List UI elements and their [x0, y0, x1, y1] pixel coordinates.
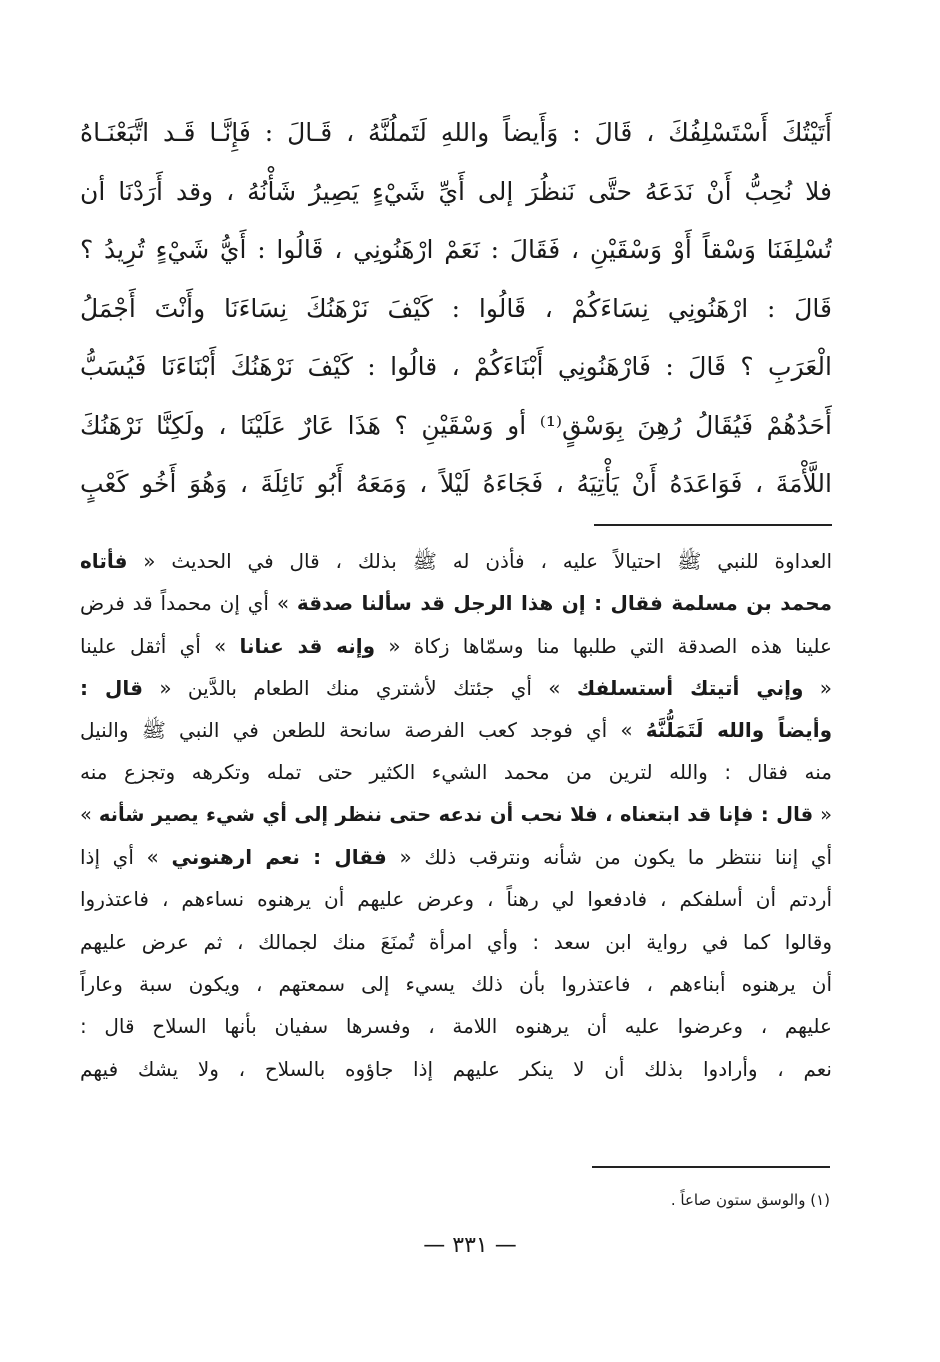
- commentary-text: »: [80, 802, 92, 826]
- commentary-line: [80, 709, 832, 751]
- commentary-text: منه فقال : والله لترين من محمد الشيء الكثير حتى تمله وتكرهه وتجزع منه: [80, 760, 832, 785]
- commentary-text: أن يرهنوه أبناءهم ، فاعتذروا بأن ذلك يسيء إلى سمعتهم ، ويكون سبة وعاراً: [80, 971, 832, 996]
- commentary-line: [80, 836, 832, 878]
- commentary-text: العداوة للنبي ﷺ احتيالاً عليه ، فأذن له ﷺ بذلك ، قال في الحديث «: [143, 549, 832, 573]
- commentary-line: [80, 667, 832, 709]
- commentary-line: [80, 794, 832, 836]
- commentary-quote: قال :: [80, 675, 143, 700]
- commentary-line: [80, 921, 832, 963]
- hadith-line: تُسْلِفَنَا وَسْقاً أَوْ وَسْقَيْنِ ، فَقَالَ : نَعَمْ ارْهَنُونِي ، قَالُوا : أَيُّ شَيْءٍ تُرِيدُ ؟: [80, 235, 832, 264]
- commentary-text: » أي فوجد كعب الفرصة سانحة للطعن في النبي ﷺ والنيل: [80, 718, 633, 743]
- hadith-line: أَحَدُهُمْ فَيُقَالُ رُهِنَ بِوَسْقٍ⁽¹⁾ أو وَسْقَيْنِ ؟ هَذَا عَارٌ عَلَيْنَا ، ولَكِنَّا نَرْهَنُكَ: [80, 410, 832, 440]
- commentary-quote: وإنه قد عنانا: [239, 633, 376, 658]
- hadith-line: قَالَ : ارْهَنُونِي نِسَاءَكُمْ ، قَالُوا : كَيْفَ نَرْهَنُكَ نِسَاءَنَا وأَنْتَ أَجْمَلُ: [80, 293, 832, 323]
- hadith-line: اللَّأْمَةَ ، فَوَاعَدَهُ أَنْ يَأْتِيَهُ ، فَجَاءَهُ لَيْلاً ، وَمَعَهُ أَبُو نَائِلَةَ ، وَهُوَ أَخُو كَعْبٍ: [80, 469, 832, 498]
- commentary-line: [80, 625, 832, 667]
- commentary-block: [80, 540, 832, 1090]
- commentary-line: [80, 1048, 832, 1090]
- hadith-text-block: [80, 104, 832, 514]
- separator-rule: [594, 524, 832, 526]
- commentary-text: » أي أثقل علينا: [80, 633, 227, 658]
- commentary-quote: فأتاه: [80, 549, 128, 573]
- footnote: (١) والوسق ستون صاعاً .: [670, 1191, 830, 1209]
- commentary-text: «: [820, 802, 832, 826]
- commentary-line: [80, 751, 832, 793]
- commentary-quote: وأيضاً والله لَتَمَلُّنَّهُ: [645, 718, 832, 743]
- commentary-line: [80, 1005, 832, 1047]
- commentary-quote: وإني أتيتك أستسلفك: [576, 675, 804, 700]
- commentary-quote: فقال : نعم ارهنوني: [171, 845, 387, 870]
- commentary-line: [80, 540, 832, 582]
- commentary-text: » أي إن محمداً قد فرض: [80, 591, 290, 616]
- commentary-text: » أي إذا: [80, 845, 159, 870]
- commentary-quote: محمد بن مسلمة فقال : إن هذا الرجل قد سألنا صدقة: [296, 591, 832, 616]
- footnote-separator: [592, 1166, 830, 1168]
- commentary-line: [80, 878, 832, 920]
- commentary-text: عليهم ، وعرضوا عليه أن يرهنوه اللامة ، وفسرها سفيان بأنها السلاح قال :: [80, 1014, 832, 1039]
- commentary-text: وقالوا كما في رواية ابن سعد : وأي امرأة تُمنَعَ منك لجمالك ، ثم عرض عليهم: [80, 929, 832, 954]
- hadith-line: فلا نُحِبُّ أَنْ نَدَعَهُ حتَّى نَنظُرَ إلى أَيِّ شَيْءٍ يَصِيرُ شَأْنُهُ ، وقد أَرَدْنَا أن: [80, 176, 832, 206]
- commentary-line: [80, 963, 832, 1005]
- commentary-text: نعم ، وأرادوا بذلك أن لا ينكر عليهم إذا جاؤوه بالسلاح ، ولا يشك فيهم: [80, 1056, 832, 1081]
- commentary-quote: قال : فإنا قد ابتعناه ، فلا نحب أن ندعه حتى ننظر إلى أي شيء يصير شأنه: [98, 802, 814, 826]
- hadith-line: الْعَرَبِ ؟ قَالَ : فَارْهَنُونِي أَبْنَاءَكُمْ ، قالُوا : كَيْفَ نَرْهَنُكَ أَبْنَاءَنَا فَيُسَبُّ: [80, 352, 832, 381]
- hadith-line: أَتَيْتُكَ أَسْتَسْلِفُكَ ، قَالَ : وَأَيضاً واللهِ لَتَملُنَّهُ ، قَـالَ : فَإِنَّـا قَـد اتَّبَعْنَـاهُ: [80, 118, 832, 147]
- commentary-text: أردتم أن أسلفكم ، فادفعوا لي رهناً ، وعرض عليهم أن يرهنوه نساءهم ، فاعتذروا: [80, 887, 832, 912]
- page-number: — ٣٣١ —: [423, 1233, 517, 1258]
- commentary-line: [80, 582, 832, 624]
- commentary-text: » أي جئتك لأشتري منك الطعام بالدَّين «: [159, 675, 561, 700]
- commentary-text: علينا هذه الصدقة التي طلبها منا وسمّاها زكاة «: [388, 633, 832, 658]
- commentary-text: أي إننا ننتظر ما يكون من شأنه ونترقب ذلك «: [399, 845, 832, 870]
- commentary-text: «: [819, 675, 832, 700]
